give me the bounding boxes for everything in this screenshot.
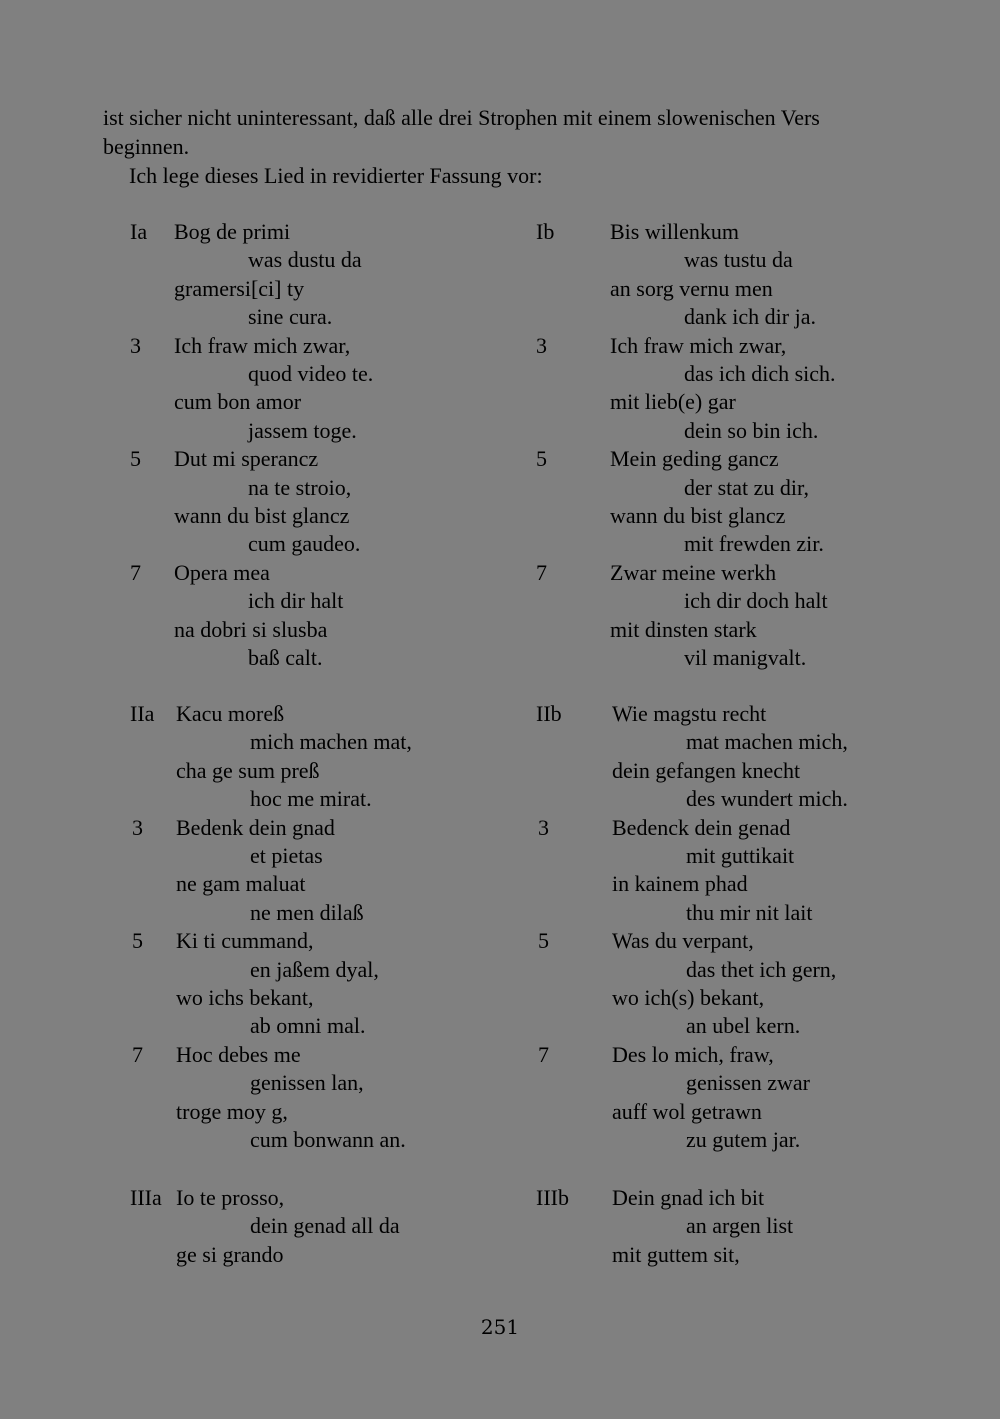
verse-line: Io te prosso,: [176, 1185, 285, 1210]
verse-line: Wie magstu recht: [612, 701, 767, 726]
line-number: 3: [536, 332, 547, 358]
verse-line: Dein gnad ich bit: [612, 1185, 765, 1210]
verse-line: na te stroio,: [248, 474, 352, 500]
verse-line: ge si grando: [176, 1241, 284, 1267]
verse-line: wo ich(s) bekant,: [612, 985, 765, 1010]
stanza-label: IIb: [536, 701, 562, 726]
verse-line: mich machen mat,: [250, 729, 412, 755]
verse-line: Opera mea: [174, 559, 270, 585]
verse-line: mit dinsten stark: [610, 616, 757, 642]
verse-line: en jaßem dyal,: [250, 956, 379, 982]
verse-line: an ubel kern.: [686, 1013, 801, 1039]
verse-line: Ki ti cummand,: [176, 928, 314, 954]
verse-line: ne men dilaß: [250, 899, 364, 925]
verse-line: dein genad all da: [250, 1213, 400, 1239]
verse-line: gramersi[ci] ty: [174, 275, 305, 301]
verse-line: Bis willenkum: [610, 219, 739, 244]
page-number: 251: [480, 1315, 520, 1339]
verse-line: Kacu moreß: [176, 701, 285, 726]
line-number: 3: [132, 814, 143, 840]
verse-line: vil manigvalt.: [684, 645, 807, 670]
verse-line: na dobri si slusba: [174, 616, 328, 642]
verse-line: Was du verpant,: [612, 928, 754, 954]
verse-line: genissen lan,: [250, 1070, 364, 1096]
stanza-label: IIIb: [536, 1185, 569, 1210]
verse-line: sine cura.: [248, 304, 333, 330]
verse-line: Ich fraw mich zwar,: [610, 332, 787, 358]
line-number: 3: [130, 332, 141, 358]
verse-line: Des lo mich, fraw,: [612, 1041, 774, 1067]
verse-line: das ich dich sich.: [684, 361, 836, 386]
verse-line: ich dir doch halt: [684, 588, 828, 614]
line-number: 7: [538, 1041, 549, 1067]
verse-line: baß calt.: [248, 645, 323, 670]
verse-line: thu mir nit lait: [686, 899, 813, 925]
verse-line: ich dir halt: [248, 588, 344, 614]
intro-paragraph: [103, 103, 903, 190]
verse-line: mit frewden zir.: [684, 531, 824, 557]
line-number: 5: [130, 446, 141, 472]
verse-line: Bedenk dein gnad: [176, 814, 335, 840]
intro-line-2: beginnen.: [103, 134, 190, 159]
verse-line: an argen list: [686, 1213, 794, 1239]
verse-line: cum gaudeo.: [248, 531, 361, 557]
line-number: 5: [536, 446, 547, 472]
verse-line: an sorg vernu men: [610, 275, 773, 301]
verse-line: cum bon amor: [174, 389, 302, 415]
verse-line: jassem toge.: [248, 417, 357, 443]
verse-line: dank ich dir ja.: [684, 304, 816, 330]
intro-line-3: Ich lege dieses Lied in revidierter Fassung vor:: [129, 163, 543, 188]
verse-line: genissen zwar: [686, 1070, 811, 1096]
verse-line: et pietas: [250, 843, 323, 868]
verse-line: troge moy g,: [176, 1098, 288, 1124]
verse-line: hoc me mirat.: [250, 786, 372, 812]
verse-line: des wundert mich.: [686, 786, 848, 812]
intro-line-1: ist sicher nicht uninteressant, daß alle drei Strophen mit einem slowenischen Vers: [103, 105, 820, 130]
verse-line: Bedenck dein genad: [612, 814, 791, 840]
line-number: 5: [132, 928, 143, 954]
verse-line: mat machen mich,: [686, 729, 848, 755]
verse-line: Zwar meine werkh: [610, 559, 777, 585]
verse-line: Hoc debes me: [176, 1041, 301, 1067]
verse-line: Mein geding gancz: [610, 446, 779, 472]
line-number: 5: [538, 928, 549, 954]
verse-line: das thet ich gern,: [686, 956, 837, 982]
verse-line: ne gam maluat: [176, 871, 306, 897]
verse-line: wann du bist glancz: [610, 503, 786, 528]
verse-line: Bog de primi: [174, 219, 291, 244]
verse-line: Ich fraw mich zwar,: [174, 332, 351, 358]
verse-line: auff wol getrawn: [612, 1098, 762, 1124]
stanza-label: IIa: [130, 701, 155, 726]
line-number: 7: [536, 559, 547, 585]
verse-line: in kainem phad: [612, 871, 748, 897]
line-number: 7: [130, 559, 141, 585]
verse-line: mit guttikait: [686, 843, 795, 868]
verse-line: dein so bin ich.: [684, 417, 819, 443]
verse-line: wo ichs bekant,: [176, 985, 314, 1010]
verse-line: was dustu da: [248, 247, 362, 273]
stanza-label: Ia: [130, 219, 148, 244]
verse-line: cum bonwann an.: [250, 1127, 406, 1152]
verse-line: cha ge sum preß: [176, 757, 320, 783]
stanza-label: IIIa: [130, 1185, 162, 1210]
stanza-label: Ib: [536, 219, 555, 244]
verse-line: der stat zu dir,: [684, 474, 809, 500]
verse-line: mit lieb(e) gar: [610, 389, 736, 415]
verse-line: mit guttem sit,: [612, 1241, 740, 1267]
verse-line: dein gefangen knecht: [612, 757, 801, 783]
verse-line: Dut mi sperancz: [174, 446, 319, 472]
verse-line: wann du bist glancz: [174, 503, 350, 528]
verse-line: was tustu da: [684, 247, 793, 273]
line-number: 3: [538, 814, 549, 840]
verse-line: quod video te.: [248, 361, 374, 386]
verse-line: ab omni mal.: [250, 1013, 366, 1039]
verse-line: zu gutem jar.: [686, 1127, 801, 1152]
line-number: 7: [132, 1041, 143, 1067]
